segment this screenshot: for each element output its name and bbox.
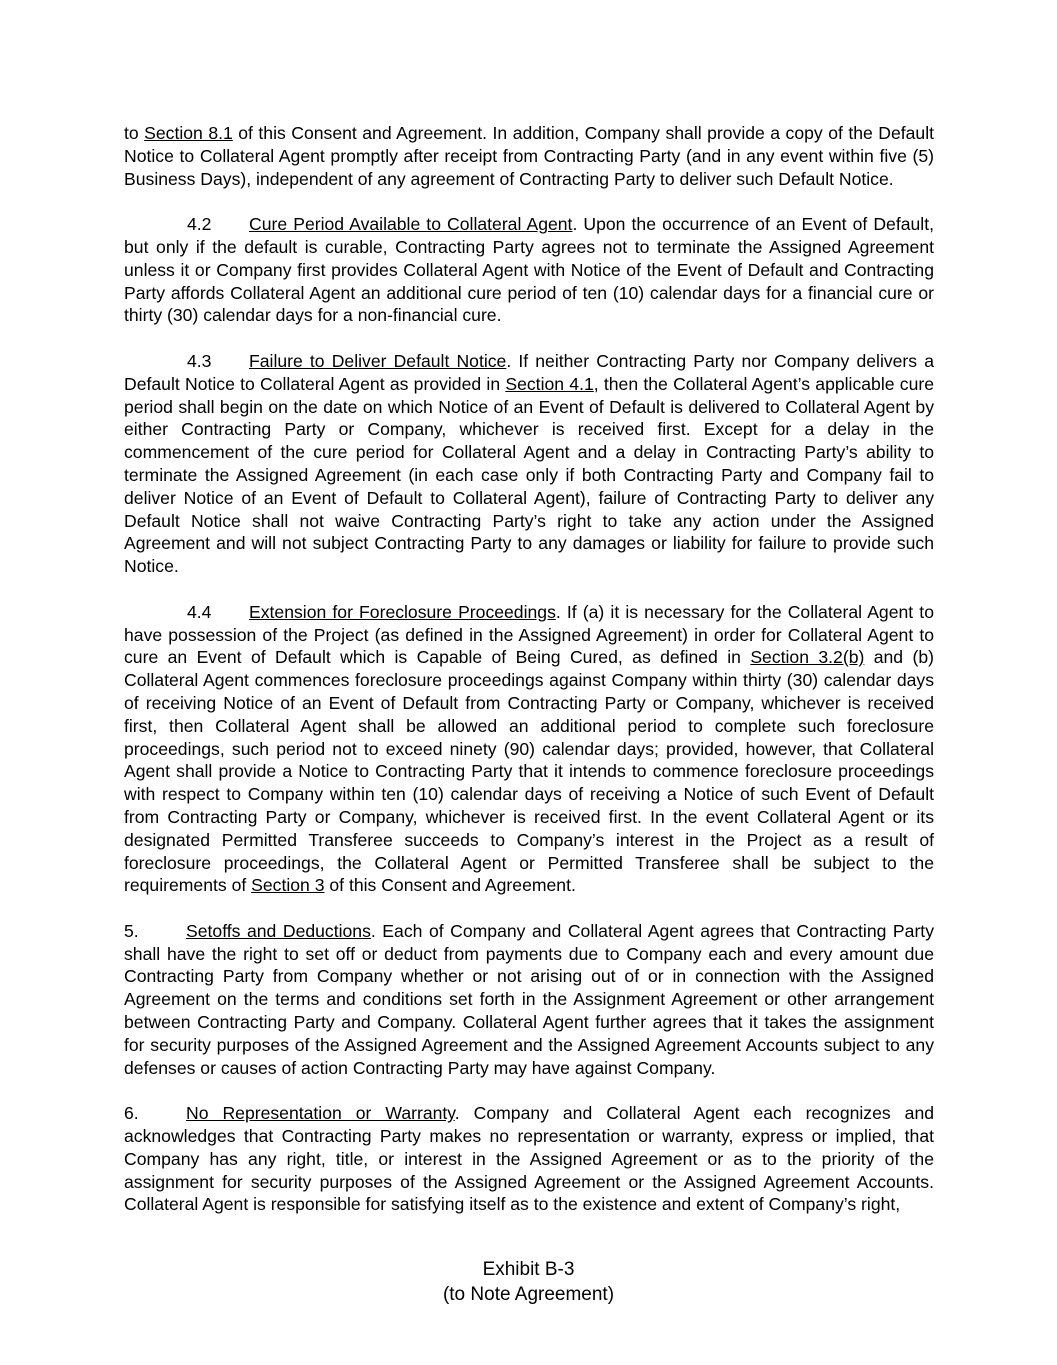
section-4-4-body-a: . If (a) it is necessary for the Collateral Agent to have possession of the Project (as defined in the Assigned Agreement) in order for Collateral Agent to cure an Event of Default which is Capable of Being Cured, as defined in xyxy=(124,601,934,668)
section-5-body: . Each of Company and Collateral Agent agrees that Contracting Party shall have the right to set off or deduct from payments due to Company each and every amount due Contracting Party from Company whether or not arising out of or in connection with the Assigned Agreement on the terms and conditions set forth in the Assignment Agreement or other arrangement between Contracting Party and Company. Collateral Agent further agrees that it takes the assignment for security purposes of the Assigned Agreement and the Assigned Agreement Accounts subject to any defenses or causes of action Contracting Party may have against Company. xyxy=(124,920,934,1078)
section-4-3-body-a: . If neither Contracting Party nor Company delivers a Default Notice to Collateral Agent as provided in xyxy=(124,350,935,394)
section-4-4-body-c: of this Consent and Agreement. xyxy=(324,875,576,896)
intro-paragraph xyxy=(124,122,934,190)
intro-text-a: to xyxy=(124,123,145,143)
section-4-2-paragraph xyxy=(124,213,934,327)
section-3-link[interactable]: Section 3 xyxy=(251,875,325,896)
section-6-heading: No Representation or Warranty xyxy=(186,1103,455,1124)
footer-exhibit-label: Exhibit B-3 xyxy=(482,1259,575,1280)
document-page xyxy=(124,122,934,1239)
section-6-body: . Company and Collateral Agent each recognizes and acknowledges that Contracting Party makes no representation or warranty, express or implied, that Company has any right, title, or interest in the Assigned Agreement or as to the priority of the assignment for security purposes of the Assigned Agreement or the Assigned Agreement Accounts. Collateral Agent is responsible for satisfying itself as to the existence and extent of Company’s right, xyxy=(124,1103,935,1215)
section-4-1-link[interactable]: Section 4.1 xyxy=(505,373,594,394)
section-4-4-body-b: and (b) Collateral Agent commences foreclosure proceedings against Company within thirty (30) calendar days of receiving Notice of an Event of Default from Contracting Party or Company, whichever is received first, then Collateral Agent shall be allowed an additional period to complete such foreclosure proceedings, such period not to exceed ninety (90) calendar days; provided, however, that Collateral Agent shall provide a Notice to Contracting Party that it intends to commence foreclosure proceedings with respect to Company within ten (10) calendar days of receiving a Notice of such Event of Default from Contracting Party or Company, whichever is received first. In the event Collateral Agent or its designated Permitted Transferee succeeds to Company’s interest in the Project as a result of foreclosure proceedings, the Collateral Agent or Permitted Transferee shall be subject to the requirements of xyxy=(124,647,934,896)
section-4-2-number: 4.2 xyxy=(187,214,212,235)
section-4-2-heading: Cure Period Available to Collateral Agent xyxy=(249,214,573,235)
section-4-2-body: . Upon the occurrence of an Event of Default, but only if the default is curable, Contracting Party agrees not to terminate the Assigned Agreement unless it or Company first provides Collateral Agent with Notice of the Event of Default and Contracting Party affords Collateral Agent an additional cure period of ten (10) calendar days for a financial cure or thirty (30) calendar days for a non-financial cure. xyxy=(124,214,934,326)
section-4-4-heading: Extension for Foreclosure Proceedings xyxy=(249,601,556,622)
section-4-3-number: 4.3 xyxy=(187,350,212,371)
section-6-number: 6. xyxy=(124,1103,139,1124)
section-5-paragraph xyxy=(124,920,934,1080)
section-4-4-number: 4.4 xyxy=(187,601,212,622)
section-4-3-heading: Failure to Deliver Default Notice xyxy=(249,350,507,371)
section-3-2b-link[interactable]: Section 3.2(b) xyxy=(750,647,865,668)
section-4-3-paragraph xyxy=(124,350,934,578)
section-6-paragraph xyxy=(124,1102,934,1216)
footer-note-label: (to Note Agreement) xyxy=(442,1284,615,1305)
section-5-number: 5. xyxy=(124,920,139,941)
section-5-heading: Setoffs and Deductions xyxy=(186,920,371,941)
section-4-4-paragraph xyxy=(124,601,934,897)
page-footer xyxy=(0,1257,1057,1307)
intro-text-b: of this Consent and Agreement. In addition, Company shall provide a copy of the Default Notice to Collateral Agent promptly after receipt from Contracting Party (and in any event within five (5) Business Days), independent of any agreement of Contracting Party to deliver such Default Notice. xyxy=(124,123,935,189)
section-4-3-body-b: , then the Collateral Agent’s applicable cure period shall begin on the date on which Notice of an Event of Default is delivered to Collateral Agent by either Contracting Party or Company, whichever is received first. Except for a delay in the commencement of the cure period for Collateral Agent and a delay in Contracting Party’s ability to terminate the Assigned Agreement (in each case only if both Contracting Party and Company fail to deliver Notice of an Event of Default to Collateral Agent), failure of Contracting Party to deliver any Default Notice shall not waive Contracting Party’s right to take any action under the Assigned Agreement and will not subject Contracting Party to any damages or liability for failure to provide such Notice. xyxy=(124,373,934,577)
section-8-1-link[interactable]: Section 8.1 xyxy=(144,123,233,143)
